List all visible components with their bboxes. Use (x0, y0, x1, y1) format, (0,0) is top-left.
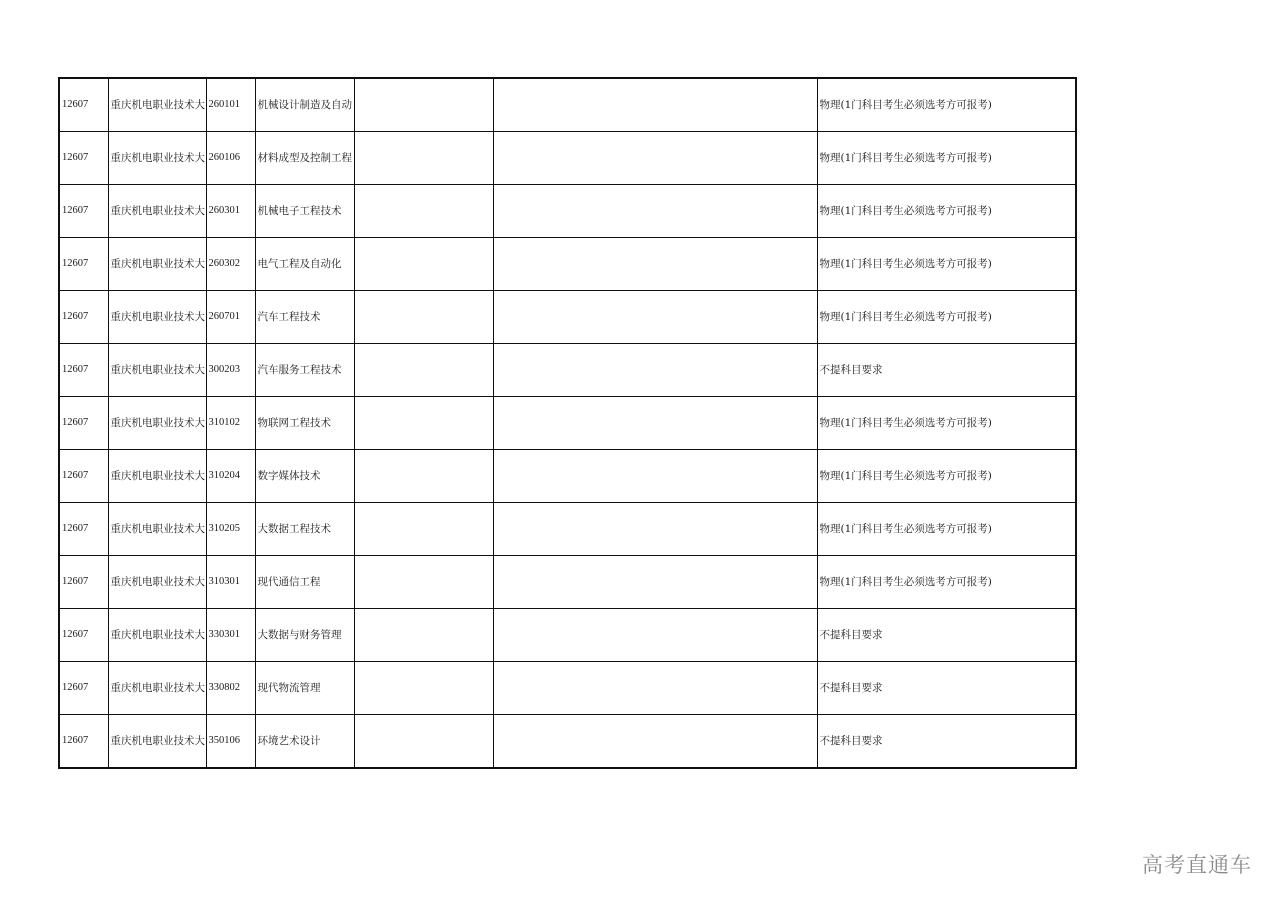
table-row (59, 503, 1076, 556)
cell-blank-6 (493, 344, 817, 397)
cell-school-code: 12607 (59, 450, 108, 503)
cell-blank-6 (493, 291, 817, 344)
cell-school-name: 重庆机电职业技术大 (108, 609, 206, 662)
cell-blank-5 (354, 715, 493, 769)
cell-school-code: 12607 (59, 556, 108, 609)
cell-major-name: 环境艺术设计 (255, 715, 354, 769)
cell-school-name: 重庆机电职业技术大 (108, 556, 206, 609)
cell-subject-requirement: 物理(1门科目考生必须选考方可报考) (817, 78, 1076, 132)
cell-blank-6 (493, 78, 817, 132)
cell-blank-5 (354, 397, 493, 450)
cell-blank-6 (493, 662, 817, 715)
table-row (59, 344, 1076, 397)
cell-major-code: 310102 (206, 397, 255, 450)
cell-blank-6 (493, 715, 817, 769)
cell-blank-5 (354, 503, 493, 556)
cell-major-code: 310301 (206, 556, 255, 609)
cell-blank-5 (354, 609, 493, 662)
cell-subject-requirement: 不提科目要求 (817, 344, 1076, 397)
cell-subject-requirement: 不提科目要求 (817, 662, 1076, 715)
cell-blank-5 (354, 132, 493, 185)
cell-major-code: 260301 (206, 185, 255, 238)
cell-school-code: 12607 (59, 397, 108, 450)
cell-major-code: 350106 (206, 715, 255, 769)
cell-blank-5 (354, 344, 493, 397)
cell-blank-5 (354, 450, 493, 503)
cell-subject-requirement: 物理(1门科目考生必须选考方可报考) (817, 132, 1076, 185)
cell-major-code: 310204 (206, 450, 255, 503)
cell-school-name: 重庆机电职业技术大 (108, 662, 206, 715)
cell-subject-requirement: 物理(1门科目考生必须选考方可报考) (817, 397, 1076, 450)
cell-school-code: 12607 (59, 344, 108, 397)
table-row (59, 609, 1076, 662)
cell-school-name: 重庆机电职业技术大 (108, 132, 206, 185)
cell-major-code: 330301 (206, 609, 255, 662)
cell-blank-5 (354, 556, 493, 609)
cell-blank-5 (354, 238, 493, 291)
cell-school-name: 重庆机电职业技术大 (108, 291, 206, 344)
cell-school-name: 重庆机电职业技术大 (108, 344, 206, 397)
cell-blank-6 (493, 397, 817, 450)
cell-major-name: 现代物流管理 (255, 662, 354, 715)
cell-major-name: 材料成型及控制工程 (255, 132, 354, 185)
cell-school-code: 12607 (59, 609, 108, 662)
cell-major-code: 260101 (206, 78, 255, 132)
cell-major-name: 机械电子工程技术 (255, 185, 354, 238)
cell-major-code: 330802 (206, 662, 255, 715)
cell-subject-requirement: 物理(1门科目考生必须选考方可报考) (817, 291, 1076, 344)
cell-major-code: 260701 (206, 291, 255, 344)
table-row (59, 78, 1076, 132)
watermark-text: 高考直通车 (1142, 853, 1252, 877)
cell-school-code: 12607 (59, 185, 108, 238)
cell-major-name: 现代通信工程 (255, 556, 354, 609)
cell-subject-requirement: 物理(1门科目考生必须选考方可报考) (817, 185, 1076, 238)
table-row (59, 450, 1076, 503)
table-row (59, 397, 1076, 450)
cell-subject-requirement: 不提科目要求 (817, 609, 1076, 662)
cell-school-name: 重庆机电职业技术大 (108, 185, 206, 238)
table-row (59, 556, 1076, 609)
cell-school-code: 12607 (59, 78, 108, 132)
cell-blank-6 (493, 503, 817, 556)
cell-blank-5 (354, 78, 493, 132)
cell-blank-5 (354, 291, 493, 344)
cell-school-code: 12607 (59, 291, 108, 344)
cell-school-name: 重庆机电职业技术大 (108, 397, 206, 450)
table-row (59, 715, 1076, 769)
cell-blank-6 (493, 609, 817, 662)
cell-major-code: 300203 (206, 344, 255, 397)
cell-school-name: 重庆机电职业技术大 (108, 450, 206, 503)
cell-major-code: 310205 (206, 503, 255, 556)
table-row (59, 132, 1076, 185)
cell-blank-6 (493, 238, 817, 291)
cell-subject-requirement: 物理(1门科目考生必须选考方可报考) (817, 450, 1076, 503)
cell-major-name: 大数据工程技术 (255, 503, 354, 556)
cell-major-name: 汽车服务工程技术 (255, 344, 354, 397)
cell-school-code: 12607 (59, 238, 108, 291)
cell-school-code: 12607 (59, 132, 108, 185)
cell-school-name: 重庆机电职业技术大 (108, 503, 206, 556)
cell-school-name: 重庆机电职业技术大 (108, 78, 206, 132)
cell-major-name: 数字媒体技术 (255, 450, 354, 503)
cell-school-code: 12607 (59, 715, 108, 769)
cell-blank-5 (354, 662, 493, 715)
cell-subject-requirement: 物理(1门科目考生必须选考方可报考) (817, 556, 1076, 609)
cell-major-code: 260302 (206, 238, 255, 291)
admission-table (58, 77, 1077, 769)
cell-subject-requirement: 不提科目要求 (817, 715, 1076, 769)
cell-school-code: 12607 (59, 662, 108, 715)
cell-blank-6 (493, 185, 817, 238)
cell-blank-6 (493, 132, 817, 185)
cell-blank-5 (354, 185, 493, 238)
cell-subject-requirement: 物理(1门科目考生必须选考方可报考) (817, 238, 1076, 291)
cell-school-name: 重庆机电职业技术大 (108, 238, 206, 291)
cell-blank-6 (493, 556, 817, 609)
cell-major-name: 汽车工程技术 (255, 291, 354, 344)
cell-major-name: 大数据与财务管理 (255, 609, 354, 662)
table-row (59, 662, 1076, 715)
table-row (59, 291, 1076, 344)
cell-school-name: 重庆机电职业技术大 (108, 715, 206, 769)
cell-major-name: 物联网工程技术 (255, 397, 354, 450)
cell-major-name: 电气工程及自动化 (255, 238, 354, 291)
cell-school-code: 12607 (59, 503, 108, 556)
table-body (59, 78, 1076, 768)
table-row (59, 238, 1076, 291)
cell-blank-6 (493, 450, 817, 503)
cell-major-name: 机械设计制造及自动 (255, 78, 354, 132)
table-row (59, 185, 1076, 238)
cell-major-code: 260106 (206, 132, 255, 185)
cell-subject-requirement: 物理(1门科目考生必须选考方可报考) (817, 503, 1076, 556)
